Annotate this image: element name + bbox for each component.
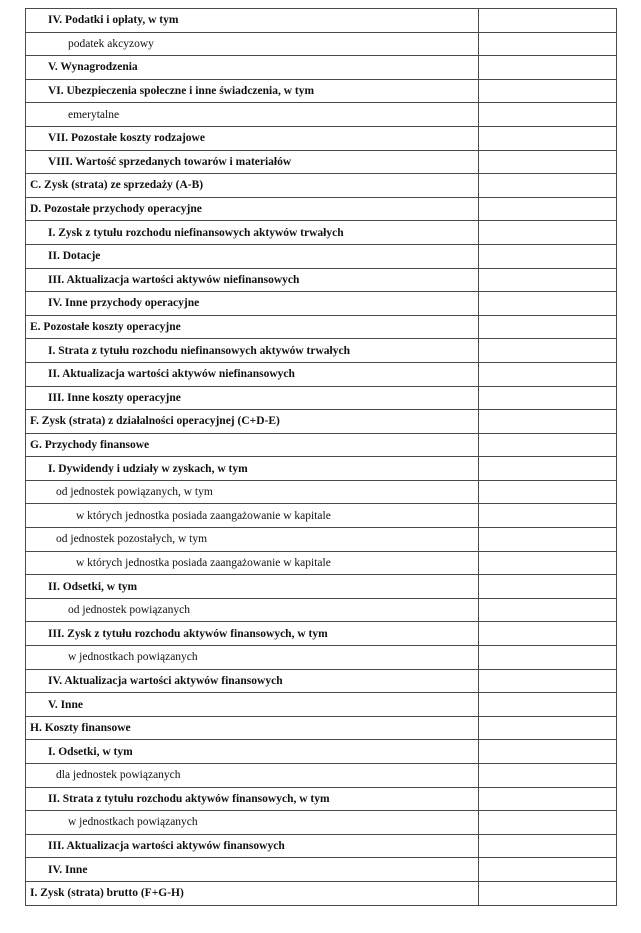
row-label: V. Inne bbox=[26, 693, 479, 717]
table-row bbox=[26, 410, 617, 434]
row-value-cell[interactable] bbox=[479, 646, 617, 670]
row-value-cell[interactable] bbox=[479, 386, 617, 410]
table-row bbox=[26, 386, 617, 410]
row-value-cell[interactable] bbox=[479, 410, 617, 434]
row-label: F. Zysk (strata) z działalności operacyjnej (C+D-E) bbox=[26, 410, 479, 434]
table-row bbox=[26, 150, 617, 174]
row-label: G. Przychody finansowe bbox=[26, 433, 479, 457]
row-label: III. Aktualizacja wartości aktywów niefinansowych bbox=[26, 268, 479, 292]
row-value-cell[interactable] bbox=[479, 787, 617, 811]
row-label: III. Aktualizacja wartości aktywów finansowych bbox=[26, 834, 479, 858]
row-label: I. Zysk (strata) brutto (F+G-H) bbox=[26, 881, 479, 905]
table-row bbox=[26, 834, 617, 858]
row-label: E. Pozostałe koszty operacyjne bbox=[26, 315, 479, 339]
table-row bbox=[26, 858, 617, 882]
row-value-cell[interactable] bbox=[479, 315, 617, 339]
row-label: od jednostek powiązanych, w tym bbox=[26, 480, 479, 504]
table-row bbox=[26, 528, 617, 552]
row-label: VIII. Wartość sprzedanych towarów i materiałów bbox=[26, 150, 479, 174]
table-row bbox=[26, 244, 617, 268]
row-label: w których jednostka posiada zaangażowanie w kapitale bbox=[26, 504, 479, 528]
table-row bbox=[26, 504, 617, 528]
table-row bbox=[26, 575, 617, 599]
table-row bbox=[26, 811, 617, 835]
row-value-cell[interactable] bbox=[479, 811, 617, 835]
table-row bbox=[26, 480, 617, 504]
row-value-cell[interactable] bbox=[479, 528, 617, 552]
row-value-cell[interactable] bbox=[479, 268, 617, 292]
table-row bbox=[26, 9, 617, 33]
row-label: III. Zysk z tytułu rozchodu aktywów finansowych, w tym bbox=[26, 622, 479, 646]
row-value-cell[interactable] bbox=[479, 150, 617, 174]
row-label: VI. Ubezpieczenia społeczne i inne świadczenia, w tym bbox=[26, 79, 479, 103]
table-row bbox=[26, 174, 617, 198]
row-label: podatek akcyzowy bbox=[26, 32, 479, 56]
row-value-cell[interactable] bbox=[479, 292, 617, 316]
table-row bbox=[26, 292, 617, 316]
table-row bbox=[26, 126, 617, 150]
table-row bbox=[26, 622, 617, 646]
financial-statement-table bbox=[25, 8, 617, 906]
row-value-cell[interactable] bbox=[479, 221, 617, 245]
row-value-cell[interactable] bbox=[479, 598, 617, 622]
row-label: od jednostek pozostałych, w tym bbox=[26, 528, 479, 552]
table-row bbox=[26, 56, 617, 80]
row-value-cell[interactable] bbox=[479, 339, 617, 363]
row-value-cell[interactable] bbox=[479, 551, 617, 575]
table-row bbox=[26, 693, 617, 717]
row-label: II. Strata z tytułu rozchodu aktywów finansowych, w tym bbox=[26, 787, 479, 811]
row-label: IV. Inne przychody operacyjne bbox=[26, 292, 479, 316]
table-row bbox=[26, 315, 617, 339]
table-row bbox=[26, 881, 617, 905]
row-label: IV. Aktualizacja wartości aktywów finansowych bbox=[26, 669, 479, 693]
row-value-cell[interactable] bbox=[479, 480, 617, 504]
row-label: C. Zysk (strata) ze sprzedaży (A-B) bbox=[26, 174, 479, 198]
row-label: H. Koszty finansowe bbox=[26, 716, 479, 740]
row-value-cell[interactable] bbox=[479, 433, 617, 457]
table-row bbox=[26, 268, 617, 292]
table-row bbox=[26, 32, 617, 56]
table-row bbox=[26, 457, 617, 481]
row-value-cell[interactable] bbox=[479, 504, 617, 528]
row-value-cell[interactable] bbox=[479, 740, 617, 764]
row-label: II. Dotacje bbox=[26, 244, 479, 268]
row-value-cell[interactable] bbox=[479, 126, 617, 150]
row-value-cell[interactable] bbox=[479, 174, 617, 198]
row-label: II. Odsetki, w tym bbox=[26, 575, 479, 599]
row-value-cell[interactable] bbox=[479, 197, 617, 221]
table-row bbox=[26, 787, 617, 811]
table-row bbox=[26, 551, 617, 575]
table-row bbox=[26, 598, 617, 622]
row-value-cell[interactable] bbox=[479, 457, 617, 481]
row-label: II. Aktualizacja wartości aktywów niefinansowych bbox=[26, 362, 479, 386]
table-row bbox=[26, 79, 617, 103]
row-value-cell[interactable] bbox=[479, 32, 617, 56]
row-label: I. Odsetki, w tym bbox=[26, 740, 479, 764]
row-label: I. Zysk z tytułu rozchodu niefinansowych aktywów trwałych bbox=[26, 221, 479, 245]
row-label: IV. Inne bbox=[26, 858, 479, 882]
row-label: I. Dywidendy i udziały w zyskach, w tym bbox=[26, 457, 479, 481]
table-row bbox=[26, 433, 617, 457]
table-row bbox=[26, 716, 617, 740]
row-label: w jednostkach powiązanych bbox=[26, 646, 479, 670]
row-label: w jednostkach powiązanych bbox=[26, 811, 479, 835]
row-label: od jednostek powiązanych bbox=[26, 598, 479, 622]
row-value-cell[interactable] bbox=[479, 834, 617, 858]
row-value-cell[interactable] bbox=[479, 575, 617, 599]
row-value-cell[interactable] bbox=[479, 622, 617, 646]
row-label: I. Strata z tytułu rozchodu niefinansowych aktywów trwałych bbox=[26, 339, 479, 363]
row-label: IV. Podatki i opłaty, w tym bbox=[26, 9, 479, 33]
table-row bbox=[26, 197, 617, 221]
table-row bbox=[26, 362, 617, 386]
row-value-cell[interactable] bbox=[479, 103, 617, 127]
table-row bbox=[26, 103, 617, 127]
row-label: D. Pozostałe przychody operacyjne bbox=[26, 197, 479, 221]
row-value-cell[interactable] bbox=[479, 858, 617, 882]
row-label: VII. Pozostałe koszty rodzajowe bbox=[26, 126, 479, 150]
row-label: dla jednostek powiązanych bbox=[26, 764, 479, 788]
table-row bbox=[26, 646, 617, 670]
row-label: w których jednostka posiada zaangażowanie w kapitale bbox=[26, 551, 479, 575]
table-row bbox=[26, 764, 617, 788]
row-value-cell[interactable] bbox=[479, 764, 617, 788]
row-value-cell[interactable] bbox=[479, 716, 617, 740]
table-row bbox=[26, 669, 617, 693]
row-value-cell[interactable] bbox=[479, 669, 617, 693]
row-value-cell[interactable] bbox=[479, 79, 617, 103]
row-value-cell[interactable] bbox=[479, 881, 617, 905]
row-value-cell[interactable] bbox=[479, 693, 617, 717]
row-value-cell[interactable] bbox=[479, 9, 617, 33]
table-row bbox=[26, 740, 617, 764]
row-label: emerytalne bbox=[26, 103, 479, 127]
row-label: V. Wynagrodzenia bbox=[26, 56, 479, 80]
row-label: III. Inne koszty operacyjne bbox=[26, 386, 479, 410]
table-row bbox=[26, 339, 617, 363]
row-value-cell[interactable] bbox=[479, 56, 617, 80]
statement-rows bbox=[26, 9, 617, 906]
row-value-cell[interactable] bbox=[479, 362, 617, 386]
table-row bbox=[26, 221, 617, 245]
row-value-cell[interactable] bbox=[479, 244, 617, 268]
